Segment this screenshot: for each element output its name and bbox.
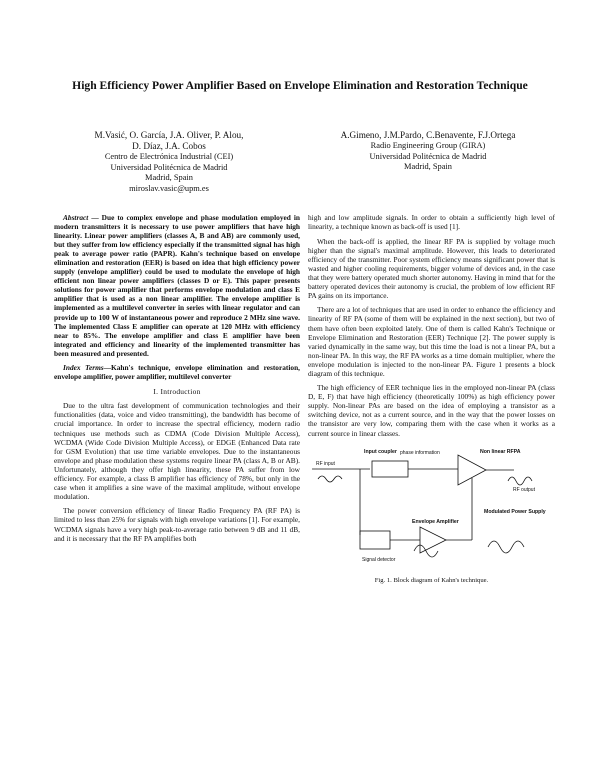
author-names-2: D. Díaz, J.A. Cobos	[132, 141, 206, 151]
right-column	[308, 213, 555, 593]
label-envelope-amplifier: Envelope Amplifier	[412, 519, 459, 526]
authors-left	[60, 130, 278, 194]
rf-output-waveform	[508, 477, 532, 485]
index-terms-lead: Index Terms	[63, 363, 104, 373]
label-rf-input: RF input	[316, 461, 335, 468]
city-right: Madrid, Spain	[404, 162, 452, 172]
detector-block	[360, 531, 390, 549]
label-limiter: phase information	[400, 450, 440, 457]
paragraph: There are a lot of techniques that are used in order to enhance the efficiency and linearity of RF PA (some of them will be explained in the next section), but two of them have often been exploited lately. One of them is called Kahn's Technique or Envelope Elimination and Restoration (EER) Technique [2]. The power supply is varied dynamically in the same way, but this time the load is not a linear PA, but a non-linear PA. In this way, the RF PA works as a time domain multiplier, where the envelope modulation is injected to the non-linear PA. Figure 1 presents a block diagram of this technique.	[308, 305, 555, 378]
email: miroslav.vasic@upm.es	[129, 183, 209, 193]
index-terms	[54, 363, 300, 381]
abstract	[54, 213, 300, 358]
limiter-block	[372, 461, 408, 477]
left-column	[54, 213, 300, 548]
authors-right	[318, 130, 538, 173]
affiliation-right-1: Radio Engineering Group (GIRA)	[370, 141, 486, 150]
figure-caption: Fig. 1. Block diagram of Kahn's technique.	[374, 577, 489, 585]
abstract-lead: Abstract	[63, 213, 89, 222]
label-nonlinear-pa: Non linear RFPA	[480, 449, 521, 456]
paper-title: High Efficiency Power Amplifier Based on Envelope Elimination and Restoration Technique	[72, 79, 528, 92]
paragraph: The high efficiency of EER technique lies in the employed non-linear PA (class D, E, F) that have high efficiency (theoretically 100%) as high efficiency power supply. Non-linear PAs are based on the idea of employing a transistor as a switching device, not as a current source, and in the way that the power losses on the transistor are very low, comparing them with the case when it works as a current source in linear classes.	[308, 383, 555, 438]
section-heading: I. Introduction	[153, 386, 201, 396]
supply-waveform	[488, 541, 524, 553]
envelope-amplifier-triangle	[420, 527, 446, 553]
affiliation-right-2: Universidad Politécnica de Madrid	[369, 151, 487, 161]
paragraph: Due to the ultra fast development of communication technologies and their functionalities (data, voice and video transmitting), the bandwidth has become of crucial importance. In order to increase the spectral efficiency, modern radio techniques use methods such as CDMA (Code Division Multiple Access), WCDMA (Wide Code Division Multiple Access), or EDGE (Enhanced Data rate for GSM Evolution) that use time variable envelopes. Due to the instantaneous envelope and phase modulation these systems require linear PA (class A, B or AB). Unfortunately, although they offer high linearity, these PA suffer from low efficiency. For example, a class B amplifier has efficiency of 78%, but only in the case when it amplifies a sine wave of the maximal amplitude, without envelope modulation.	[54, 401, 300, 501]
label-modulated-supply: Modulated Power Supply	[484, 509, 546, 516]
abstract-text: — Due to complex envelope and phase modulation employed in modern transmitters it is necessary to use power amplifiers that have high linearity. Linear power amplifiers (classes A, B and AB) are commonly used, but they suffer from low efficiency especially if the transmitted signal has high peak to average power ratio (PAPR). Kahn's technique based on envelope elimination and restoration (EER) is based on idea that high efficiency power supply (envelope amplifier) could be used to modulate the envelope of high efficient non linear power amplifiers (classes D or E). This paper presents solutions for power amplifier that performs envelope modulation and class E amplifier that is used as a non linear amplifier. The envelope amplifier is implemented as a multilevel converter in series with linear regulator and can provide up to 100 W of instantaneous power and reproduce 2 MHz sine wave. The implemented Class E amplifier can operate at 120 MHz with efficiency near to 85%. The envelope amplifier and class E amplifier have been integrated and efficiency and linearity of the implemented transmitter has been measured and presented.	[54, 213, 300, 358]
figure-block-diagram	[308, 443, 555, 593]
label-input-coupler: Input coupler	[364, 449, 397, 456]
paragraph: The power conversion efficiency of linear Radio Frequency PA (RF PA) is limited to less than 25% for signals with high envelope variations [1]. For example, WCDMA signals have a very high peak-to-average ratio between 9 dB and 11 dB, and it is necessary that the RF PA amplifies both	[54, 506, 300, 543]
rf-input-waveform	[318, 476, 342, 482]
paragraph: When the back-off is applied, the linear RF PA is supplied by voltage much higher than the signal's maximal amplitude. However, this leads to deteriorated efficiency of the transmitter. Poor system efficiency means significant power that is wasted and higher cooling requirements, bigger volume of devices and, in the case that they were battery operated much shorter autonomy. Having in mind that for the battery operated devices their autonomy is crucial, the problem of low efficient RF PA gains on its importance.	[308, 236, 555, 300]
label-signal-detector: Signal detector	[362, 557, 396, 564]
block-diagram-svg	[308, 443, 555, 575]
city: Madrid, Spain	[145, 173, 193, 183]
envelope-waveform	[414, 545, 438, 557]
paragraph: high and low amplitude signals. In order to obtain a sufficiently high level of linearity, a technique known as back-off is used [1].	[308, 213, 555, 232]
author-names-right: A.Gimeno, J.M.Pardo, C.Benavente, F.J.Ortega	[340, 130, 516, 140]
author-names-1: M.Vasić, O. García, J.A. Oliver, P. Alou,	[94, 130, 244, 140]
affiliation-1: Centro de Electrónica Industrial (CEI)	[104, 152, 234, 161]
affiliation-2: Universidad Politécnica de Madrid	[110, 162, 228, 172]
index-terms-text: —Kahn's technique, envelope elimination and restoration, envelope amplifier, power amplifier, multilevel converter	[54, 363, 300, 382]
label-rf-output: RF output	[513, 487, 535, 494]
